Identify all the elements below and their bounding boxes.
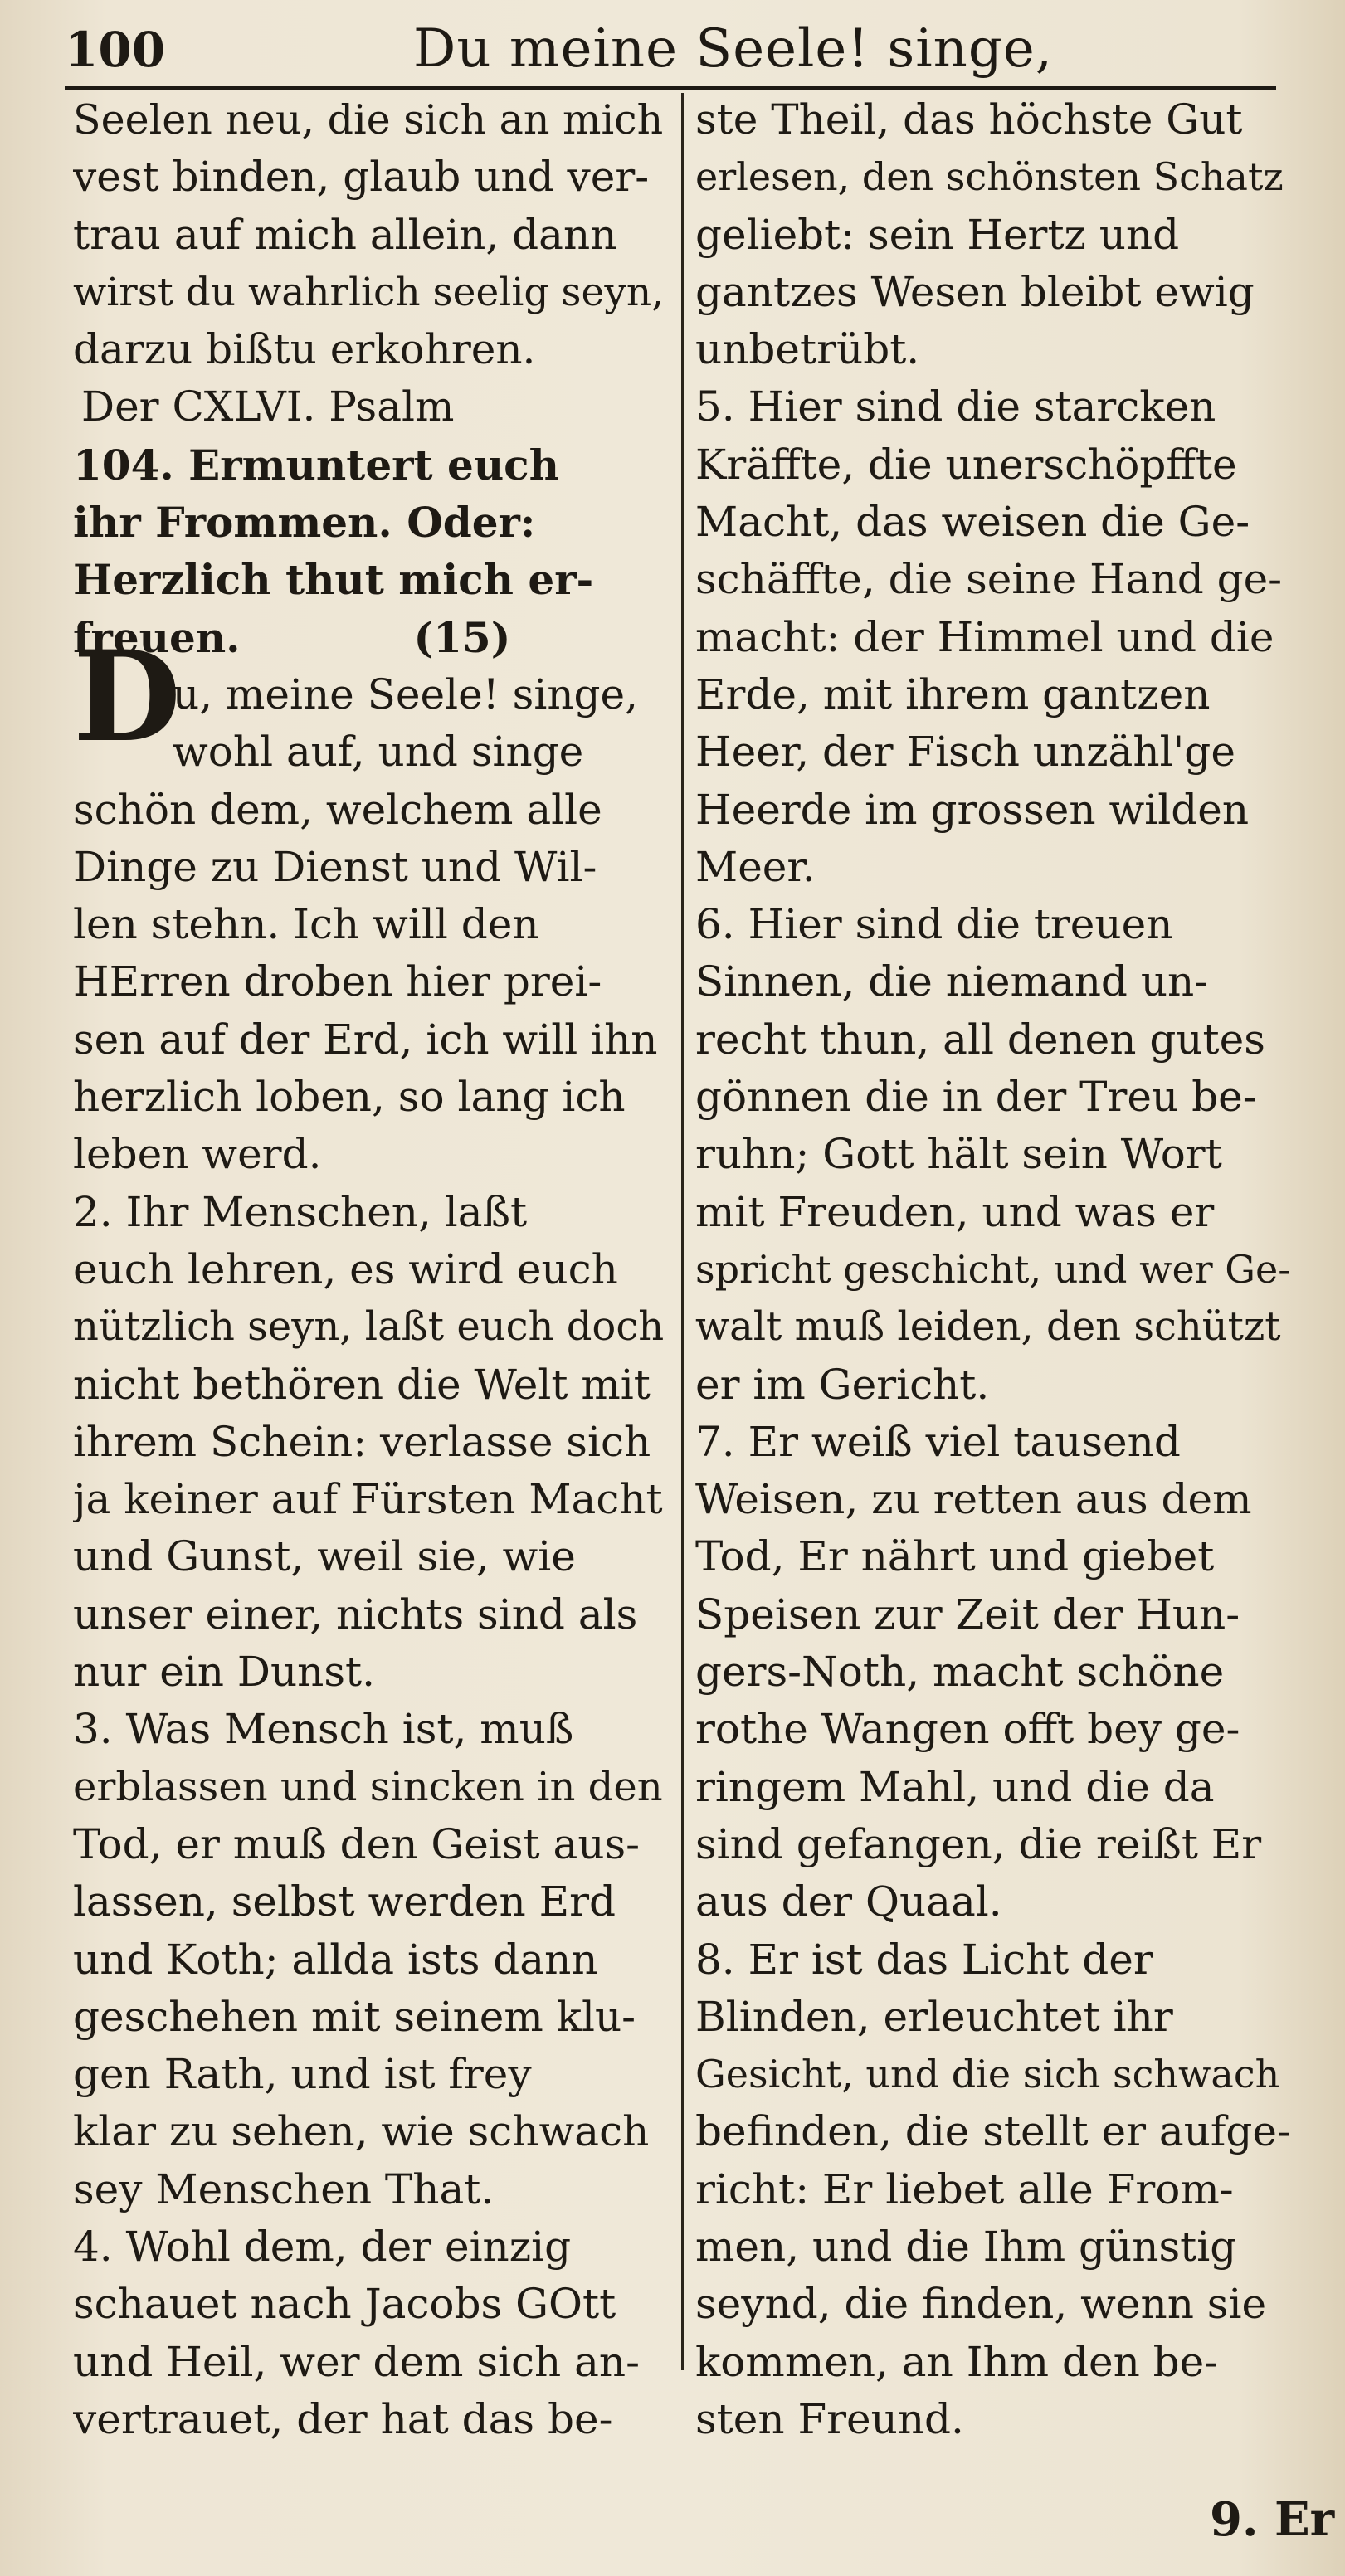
text-line: rothe Wangen offt bey ge- [695, 1705, 1240, 1754]
right-column [695, 91, 1291, 2448]
text-line: ruhn; Gott hält sein Wort [695, 1130, 1222, 1179]
text-line: kommen, an Ihm den be- [695, 2337, 1219, 2386]
text-line: sey Menschen That. [73, 2165, 495, 2213]
column-divider [681, 93, 684, 2370]
text-line: wirst du wahrlich seelig seyn, [73, 269, 665, 315]
text-line: gers-Noth, macht schöne [695, 1648, 1225, 1697]
text-line: nützlich seyn, laßt euch doch [73, 1303, 665, 1351]
text-line: Heerde im grossen wilden [695, 785, 1250, 834]
text-line: u, meine Seele! singe, [173, 670, 639, 718]
text-line: Meer. [695, 842, 816, 891]
text-line: 6. Hier sind die treuen [695, 900, 1173, 949]
text-line: len stehn. Ich will den [73, 900, 539, 949]
text-line: 5. Hier sind die starcken [695, 382, 1216, 431]
text-line: HErren droben hier prei- [73, 957, 602, 1006]
text-line: Speisen zur Zeit der Hun- [695, 1590, 1240, 1639]
text-line: 7. Er weiß viel tausend [695, 1417, 1181, 1466]
running-head: Du meine Seele! singe, [413, 18, 1054, 80]
text-line: geschehen mit seinem klu- [73, 1992, 636, 2041]
text-line: ja keiner auf Fürsten Macht [73, 1475, 663, 1524]
text-line: befinden, die stellt er aufge- [695, 2107, 1291, 2156]
text-line: vest binden, glaub und ver- [73, 153, 650, 202]
text-line: Weisen, zu retten aus dem [695, 1475, 1252, 1524]
text-line: Sinnen, die niemand un- [695, 957, 1209, 1006]
text-line: schäffte, die seine Hand ge- [695, 555, 1283, 604]
text-line: erlesen, den schönsten Schatz [695, 154, 1284, 200]
text-line: erblassen und sincken in den [73, 1763, 663, 1810]
text-line: ihrem Schein: verlasse sich [73, 1417, 651, 1466]
page-number: 100 [65, 22, 166, 78]
text-line: schön dem, welchem alle [73, 785, 602, 834]
text-line: Gesicht, und die sich schwach [695, 2052, 1280, 2097]
drop-cap: D [73, 624, 182, 770]
hymn-title: freuen. (15) [73, 612, 511, 662]
text-line: Blinden, erleuchtet ihr [695, 1992, 1173, 2041]
text-line: recht thun, all denen gutes [695, 1015, 1265, 1064]
text-line: spricht geschicht, und wer Ge- [695, 1246, 1291, 1292]
text-line: unser einer, nichts sind als [73, 1590, 638, 1639]
text-line: Heer, der Fisch unzähl'ge [695, 728, 1235, 777]
text-line: ste Theil, das höchste Gut [695, 95, 1243, 144]
text-line: Tod, er muß den Geist aus- [73, 1819, 641, 1868]
text-line: lassen, selbst werden Erd [73, 1877, 616, 1926]
text-line: nicht bethören die Welt mit [73, 1360, 651, 1409]
text-line: Dinge zu Dienst und Wil- [73, 842, 597, 891]
text-line: men, und die Ihm günstig [695, 2222, 1237, 2271]
text-line: nur ein Dunst. [73, 1648, 376, 1697]
text-line: gen Rath, und ist frey [73, 2050, 532, 2099]
text-line: gantzes Wesen bleibt ewig [695, 267, 1255, 316]
text-line: trau auf mich allein, dann [73, 210, 617, 259]
text-line: Macht, das weisen die Ge- [695, 498, 1250, 547]
text-line: und Heil, wer dem sich an- [73, 2337, 641, 2386]
text-line: leben werd. [73, 1130, 322, 1179]
text-line: gönnen die in der Treu be- [695, 1073, 1257, 1122]
text-line: darzu bißtu erkohren. [73, 325, 536, 374]
text-line: schauet nach Jacobs GOtt [73, 2280, 616, 2329]
text-line: sen auf der Erd, ich will ihn [73, 1015, 658, 1064]
hymn-title: ihr Frommen. Oder: [73, 498, 536, 548]
text-line: sten Freund. [695, 2394, 964, 2443]
catchword: 9. Er [1210, 2492, 1335, 2547]
hymn-title: Herzlich thut mich er- [73, 555, 594, 605]
text-line: richt: Er liebet alle From- [695, 2165, 1234, 2213]
text-line: Tod, Er nährt und giebet [695, 1532, 1215, 1581]
text-line: 2. Ihr Menschen, laßt [73, 1187, 528, 1236]
text-line: ringem Mahl, und die da [695, 1762, 1215, 1811]
text-line: unbetrübt. [695, 325, 920, 374]
text-line: und Koth; allda ists dann [73, 1935, 598, 1984]
text-line: 3. Was Mensch ist, muß [73, 1705, 574, 1754]
text-line: herzlich loben, so lang ich [73, 1073, 626, 1122]
text-line: mit Freuden, und was er [695, 1187, 1215, 1236]
text-line: Kräffte, die unerschöpffte [695, 440, 1237, 489]
text-line: walt muß leiden, den schützt [695, 1303, 1281, 1351]
psalm-heading: Der CXLVI. Psalm [81, 382, 455, 431]
text-line: wohl auf, und singe [173, 728, 584, 777]
text-line: Erde, mit ihrem gantzen [695, 670, 1211, 718]
text-line: klar zu sehen, wie schwach [73, 2107, 650, 2156]
text-line: euch lehren, es wird euch [73, 1244, 618, 1293]
text-line: sind gefangen, die reißt Er [695, 1819, 1262, 1868]
left-column [73, 91, 672, 2448]
text-line: 4. Wohl dem, der einzig [73, 2222, 572, 2271]
text-line: 8. Er ist das Licht der [695, 1935, 1153, 1984]
text-line: Seelen neu, die sich an mich [73, 96, 664, 144]
text-line: macht: der Himmel und die [695, 612, 1274, 661]
text-line: vertrauet, der hat das be- [73, 2394, 613, 2443]
hymn-title: 104. Ermuntert euch [73, 440, 559, 489]
text-line: aus der Quaal. [695, 1877, 1002, 1926]
header-rule [65, 86, 1276, 90]
text-line: geliebt: sein Hertz und [695, 210, 1180, 259]
text-line: seynd, die finden, wenn sie [695, 2280, 1267, 2329]
page-header [65, 18, 1276, 85]
text-line: und Gunst, weil sie, wie [73, 1532, 576, 1581]
text-line: er im Gericht. [695, 1360, 990, 1409]
